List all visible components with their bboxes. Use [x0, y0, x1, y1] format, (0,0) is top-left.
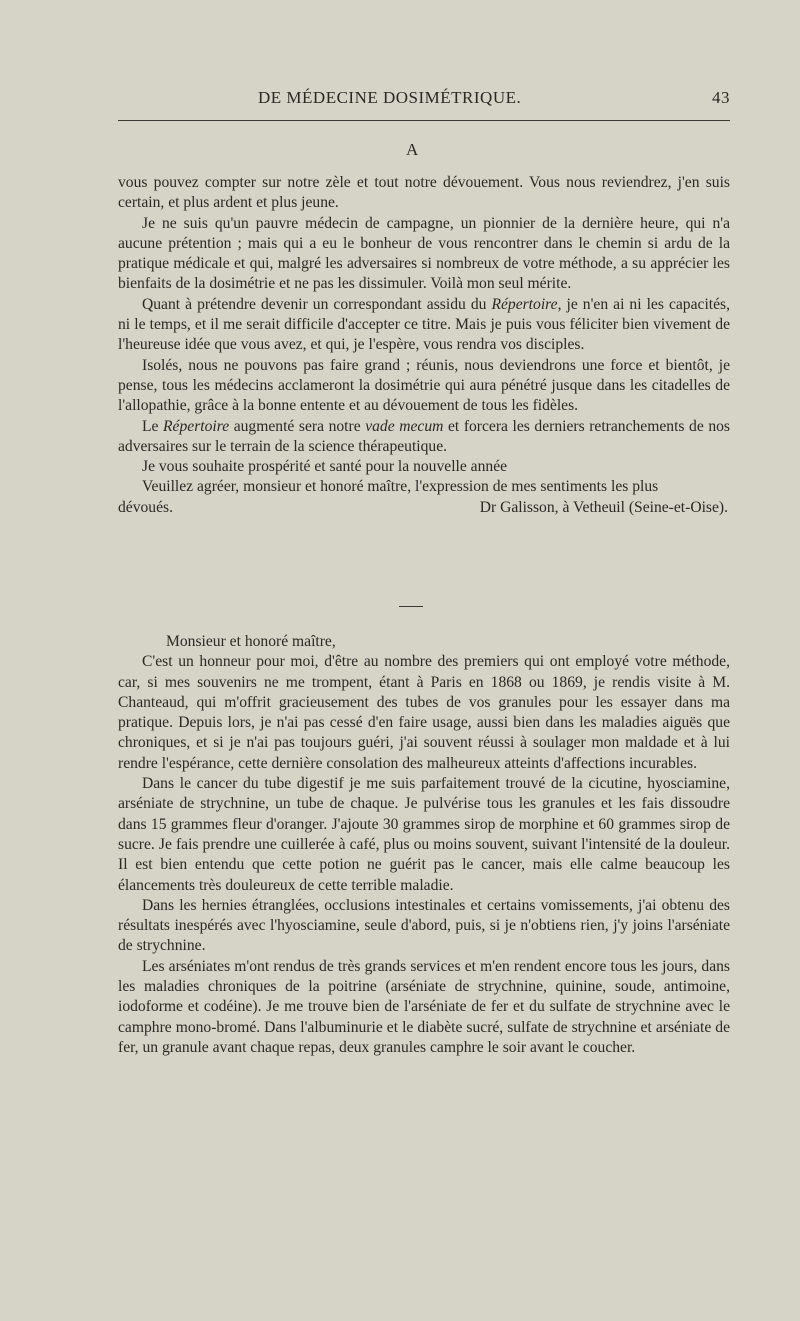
- letter-2: [118, 632, 730, 1058]
- signature-mark: A: [406, 140, 419, 159]
- paragraph: Dans les hernies étranglées, occlusions intestinales et certains vomissements, j'ai obtenu des résultats inespérés avec l'hyosciamine, seule d'abord, puis, si je n'obtiens rien, j'y joins l'arséniate de strychnine.: [118, 896, 730, 955]
- paragraph: vous pouvez compter sur notre zèle et tout notre dévouement. Vous nous reviendrez, j'en suis certain, et plus ardent et plus jeune.: [118, 174, 730, 212]
- paragraph: Quant à prétendre devenir un correspondant assidu du Répertoire, je n'en ai ni les capacités, ni le temps, et il me serait difficile d'accepter ce titre. Mais je puis vous féliciter bien vivement de l'heureuse idée que vous avez, et qui, je l'espère, vous rendra vos disciples.: [118, 295, 730, 354]
- paragraph: Je vous souhaite prospérité et santé pour la nouvelle année: [142, 458, 508, 476]
- paragraph: Veuillez agréer, monsieur et honoré maître, l'expression de mes sentiments les plus: [142, 478, 659, 496]
- signature: Dr Galisson, à Vetheuil (Seine-et-Oise).: [479, 498, 728, 516]
- paragraph: Je ne suis qu'un pauvre médecin de campagne, un pionnier de la dernière heure, qui n'a aucune prétention ; mais qui a eu le bonheur de vous rencontrer dans le chemin si ardu de la pratique médicale et qui, malgré les adversaires si nombreux de votre méthode, a su apprécier les bienfaits de la dosimétrie et ne pas les dissimuler. Voilà mon seul mérite.: [118, 214, 730, 293]
- paragraph: C'est un honneur pour moi, d'être au nombre des premiers qui ont employé votre méthode, car, si mes souvenirs ne me trompent, étant à Paris en 1868 ou 1869, je rendis visite à M. Chanteaud, qui m'offrit gracieusement des tubes de vos granules pour les essayer dans ma pratique. Depuis lors, je n'ai pas cessé d'en faire usage, aussi bien dans les maladies aiguës que chroniques, et si je n'ai pas toujours guéri, j'ai souvent réussi à soulager mon maldade et à lui rendre l'espérance, cette dernière consolation des malheureux atteints d'affections incurables.: [118, 653, 730, 772]
- italic-title: Répertoire: [491, 295, 558, 313]
- closing-line: [118, 498, 730, 518]
- header-rule: [118, 120, 730, 121]
- paragraph: Les arséniates m'ont rendus de très grands services et m'en rendent encore tous les jours, dans les maladies chroniques de la poitrine (arséniate de strychnine, quinine, soude, antimoine, iodoforme et codéine). Je me trouve bien de l'arséniate de fer et du sulfate de strychnine avec le camphre mono-bromé. Dans l'albuminurie et le diabète sucré, sulfate de strychnine et arséniate de fer, un granule avant chaque repas, deux granules camphre le soir avant le coucher.: [118, 957, 730, 1056]
- letter-1: [118, 173, 730, 518]
- paragraph: Le Répertoire augmenté sera notre vade mecum et forcera les derniers retranchements de nos adversaires sur le terrain de la science thérapeutique.: [118, 417, 731, 455]
- salutation: Monsieur et honoré maître,: [166, 633, 336, 650]
- paragraph: Dans le cancer du tube digestif je me suis parfaitement trouvé de la cicutine, hyosciamine, arséniate de strychnine, un tube de chaque. Je pulvérise tous les granules et les fais dissoudre dans 15 grammes fleur d'oranger. J'ajoute 30 grammes sirop de morphine et 60 grammes sirop de sucre. Je fais prendre une cuillerée à café, plus ou moins souvent, suivant l'intensité de la douleur. Il est bien entendu que cette potion ne guérit pas le cancer, mais elle calme beaucoup les élancements très douleureux de cette terrible maladie.: [118, 775, 730, 894]
- closing-word: dévoués.: [118, 498, 173, 516]
- paragraph: Isolés, nous ne pouvons pas faire grand ; réunis, nous deviendrons une force et bientôt, je pense, tous les médecins acclameront la dosimétrie qui aura pénétré jusque dans les citadelles de l'allopathie, grâce à la bonne entente et au dévouement de tous les fidèles.: [118, 356, 730, 415]
- italic-phrase: vade mecum: [365, 417, 444, 435]
- italic-title: Répertoire: [163, 417, 230, 435]
- running-title: DE MÉDECINE DOSIMÉTRIQUE.: [258, 88, 522, 107]
- page-number: 43: [712, 88, 730, 107]
- section-separator: [399, 606, 423, 607]
